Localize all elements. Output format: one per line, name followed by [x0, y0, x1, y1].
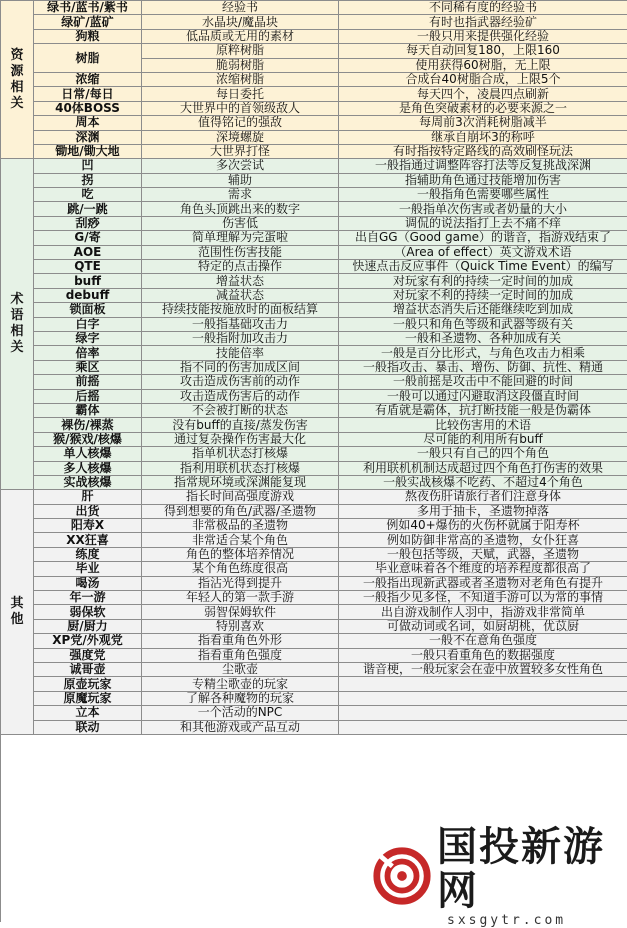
term-cell: 日常/每日 [34, 87, 142, 101]
term-cell: 浓缩 [34, 73, 142, 87]
term-cell: 喝汤 [34, 577, 142, 591]
note-cell: 合成台40树脂合成，上限5个 [339, 73, 627, 87]
note-cell: 快速点击反应事件（Quick Time Event）的编写 [339, 260, 627, 274]
term-cell: debuff [34, 289, 142, 303]
meaning-cell: 指长时间高强度游戏 [142, 490, 339, 504]
term-cell: 弱保软 [34, 605, 142, 619]
meaning-cell: 角色的整体培养情况 [142, 548, 339, 562]
meaning-cell: 范围性伤害技能 [142, 246, 339, 260]
meaning-cell: 指看重角色外形 [142, 634, 339, 648]
meaning-cell: 特别喜欢 [142, 620, 339, 634]
category-label-resources: 资源相关 [1, 1, 34, 159]
category-label-other: 其他 [1, 490, 34, 735]
note-cell: 例如防御非常高的圣遗物，女仆狂喜 [339, 533, 627, 547]
meaning-cell: 专精尘歌壶的玩家 [142, 677, 339, 691]
note-cell: 有盾就是霸体，抗打断技能一般是伪霸体 [339, 404, 627, 418]
note-cell: 有时指按特定路线的高效刷怪玩法 [339, 145, 627, 159]
note-cell: 一般指少见多怪，不知道手游可以为常的事情 [339, 591, 627, 605]
note-cell: 可做动词或名词，如厨胡桃，优苡厨 [339, 620, 627, 634]
term-cell: 联动 [34, 721, 142, 735]
term-cell: 毕业 [34, 562, 142, 576]
meaning-cell: 年轻人的第一款手游 [142, 591, 339, 605]
meaning-cell: 增益状态 [142, 274, 339, 288]
term-cell: 阳寿X [34, 519, 142, 533]
meaning-cell: 辅助 [142, 174, 339, 188]
meaning-cell: 一个活动的NPC [142, 706, 339, 720]
note-cell: 出自GG（Good game）的谐音，指游戏结束了 [339, 231, 627, 245]
note-cell: 一般指单次伤害或者奶量的大小 [339, 202, 627, 216]
note-cell: 对玩家不利的持续一定时间的加成 [339, 289, 627, 303]
term-cell: 立本 [34, 706, 142, 720]
meaning-cell: 和其他游戏或产品互动 [142, 721, 339, 735]
note-cell: 一般和圣遗物、各种加成有关 [339, 332, 627, 346]
term-cell: 白字 [34, 318, 142, 332]
meaning-cell: 指沾光得到提升 [142, 577, 339, 591]
term-cell: G/寄 [34, 231, 142, 245]
meaning-cell: 尘歌壶 [142, 663, 339, 677]
meaning-cell: 不会被打断的状态 [142, 404, 339, 418]
meaning-cell: 技能倍率 [142, 346, 339, 360]
watermark-brand: 国投新游网 [437, 823, 605, 914]
meaning-cell: 指单机状态打核爆 [142, 447, 339, 461]
meaning-cell: 指看重角色强度 [142, 649, 339, 663]
note-cell: 一般是百分比形式，与角色攻击力相乘 [339, 346, 627, 360]
term-cell: 跳/一跳 [34, 202, 142, 216]
note-cell: 一般可以通过闪避取消这段僵直时间 [339, 390, 627, 404]
note-cell: 每周前3次消耗树脂减半 [339, 116, 627, 130]
term-cell: 锄地/锄大地 [34, 145, 142, 159]
term-cell: 肝 [34, 490, 142, 504]
meaning-cell: 通过复杂操作伤害最大化 [142, 433, 339, 447]
note-cell [339, 677, 627, 691]
note-cell: 一般指通过调整阵容打法等反复挑战深渊 [339, 159, 627, 173]
meaning-cell: 一般指附加攻击力 [142, 332, 339, 346]
term-cell: 刮痧 [34, 217, 142, 231]
meaning-cell: 某个角色练度很高 [142, 562, 339, 576]
meaning-cell: 原粹树脂 [142, 44, 339, 58]
term-cell: 乘区 [34, 361, 142, 375]
meaning-cell: 需求 [142, 188, 339, 202]
note-cell: （Area of effect）英文游戏术语 [339, 246, 627, 260]
meaning-cell: 特定的点击操作 [142, 260, 339, 274]
note-cell: 熬夜伤肝请旅行者们注意身体 [339, 490, 627, 504]
meaning-cell: 非常极品的圣遗物 [142, 519, 339, 533]
term-cell: 练度 [34, 548, 142, 562]
note-cell [339, 692, 627, 706]
term-cell: 原壶玩家 [34, 677, 142, 691]
term-cell: 猴/猴戏/核爆 [34, 433, 142, 447]
meaning-cell: 攻击造成伤害后的动作 [142, 390, 339, 404]
note-cell: 每天四个，凌晨四点刷新 [339, 87, 627, 101]
term-cell: 绿书/蓝书/紫书 [34, 1, 142, 15]
term-cell: 厨/厨力 [34, 620, 142, 634]
term-cell: 单人核爆 [34, 447, 142, 461]
note-cell: 尽可能的利用所有buff [339, 433, 627, 447]
meaning-cell: 指利用联机状态打核爆 [142, 462, 339, 476]
term-cell: AOE [34, 246, 142, 260]
meaning-cell: 得到想要的角色/武器/圣遗物 [142, 505, 339, 519]
meaning-cell: 大世界打怪 [142, 145, 339, 159]
meaning-cell: 角色头顶跳出来的数字 [142, 202, 339, 216]
note-cell: 一般指出现新武器或者圣遗物对老角色有提升 [339, 577, 627, 591]
note-cell: 一般实战核爆不吃药、不超过4个角色 [339, 476, 627, 490]
note-cell: 例如40+爆伤的火伤杯就属于阳寿杯 [339, 519, 627, 533]
category-label-slang: 术语相关 [1, 159, 34, 490]
meaning-cell: 深境螺旋 [142, 131, 339, 145]
term-cell: 霸体 [34, 404, 142, 418]
term-cell: 诚哥壶 [34, 663, 142, 677]
meaning-cell: 经验书 [142, 1, 339, 15]
note-cell: 一般只和角色等级和武器等级有关 [339, 318, 627, 332]
meaning-cell: 值得铭记的强敌 [142, 116, 339, 130]
note-cell: 一般不在意角色强度 [339, 634, 627, 648]
meaning-cell: 一般指基础攻击力 [142, 318, 339, 332]
note-cell: 毕业意味着各个维度的培养程度都很高了 [339, 562, 627, 576]
meaning-cell: 没有buff的直接/蒸发伤害 [142, 418, 339, 432]
note-cell: 每天自动回复180，上限160 [339, 44, 627, 58]
term-cell: 强度党 [34, 649, 142, 663]
note-cell: 对玩家有利的持续一定时间的加成 [339, 274, 627, 288]
note-cell: 指辅助角色通过技能增加伤害 [339, 174, 627, 188]
term-cell: buff [34, 274, 142, 288]
logo-icon [371, 845, 433, 907]
note-cell: 利用联机机制达成超过四个角色打伤害的效果 [339, 462, 627, 476]
note-cell: 增益状态消失后还能继续吃到加成 [339, 303, 627, 317]
term-cell: 拐 [34, 174, 142, 188]
meaning-cell: 每日委托 [142, 87, 339, 101]
note-cell: 多用于抽卡，圣遗物掉落 [339, 505, 627, 519]
term-cell: 原魔玩家 [34, 692, 142, 706]
note-cell: 调侃的说法指打上去不痛不痒 [339, 217, 627, 231]
term-cell: 后摇 [34, 390, 142, 404]
term-cell: 深渊 [34, 131, 142, 145]
term-cell: 周本 [34, 116, 142, 130]
note-cell: 一般只有自己的四个角色 [339, 447, 627, 461]
note-cell: 是角色突破素材的必要来源之一 [339, 102, 627, 116]
note-cell: 一般前摇是攻击中不能回避的时间 [339, 375, 627, 389]
note-cell [339, 721, 627, 735]
note-cell: 有时也指武器经验矿 [339, 15, 627, 29]
meaning-cell: 多次尝试 [142, 159, 339, 173]
meaning-cell: 水晶块/魔晶块 [142, 15, 339, 29]
note-cell: 一般只看重角色的数据强度 [339, 649, 627, 663]
meaning-cell: 大世界中的首领级敌人 [142, 102, 339, 116]
meaning-cell: 脆弱树脂 [142, 59, 339, 73]
note-cell: 谐音梗，一般玩家会在壶中放置较多女性角色 [339, 663, 627, 677]
term-cell: 实战核爆 [34, 476, 142, 490]
note-cell: 出自游戏制作人羽中，指游戏非常简单 [339, 605, 627, 619]
note-cell [339, 706, 627, 720]
watermark-url: sxsgytr.com [447, 912, 567, 928]
term-cell: 前摇 [34, 375, 142, 389]
term-cell: 狗粮 [34, 30, 142, 44]
term-cell: 绿矿/蓝矿 [34, 15, 142, 29]
meaning-cell: 简单理解为完蛋啦 [142, 231, 339, 245]
term-cell: 倍率 [34, 346, 142, 360]
term-cell: QTE [34, 260, 142, 274]
term-cell: 绿字 [34, 332, 142, 346]
note-cell: 一般指攻击、暴击、增伤、防御、抗性、精通 [339, 361, 627, 375]
term-cell: 树脂 [34, 44, 142, 73]
term-cell: 裸伤/裸蒸 [34, 418, 142, 432]
site-watermark [365, 823, 627, 928]
term-cell: 出货 [34, 505, 142, 519]
meaning-cell: 非常适合某个角色 [142, 533, 339, 547]
term-cell: 吃 [34, 188, 142, 202]
term-cell: 40体BOSS [34, 102, 142, 116]
meaning-cell: 持续技能按施放时的面板结算 [142, 303, 339, 317]
term-cell: 锁面板 [34, 303, 142, 317]
meaning-cell: 了解各种魔物的玩家 [142, 692, 339, 706]
note-cell: 继承自崩坏3的称呼 [339, 131, 627, 145]
note-cell: 不同稀有度的经验书 [339, 1, 627, 15]
term-cell: XP党/外观党 [34, 634, 142, 648]
term-cell: 凹 [34, 159, 142, 173]
meaning-cell: 低品质或无用的素材 [142, 30, 339, 44]
meaning-cell: 伤害低 [142, 217, 339, 231]
meaning-cell: 指不同的伤害加成区间 [142, 361, 339, 375]
meaning-cell: 指常规环境或深渊能复现 [142, 476, 339, 490]
note-cell: 比较伤害用的术语 [339, 418, 627, 432]
note-cell: 一般指角色需要哪些属性 [339, 188, 627, 202]
meaning-cell: 浓缩树脂 [142, 73, 339, 87]
term-cell: 多人核爆 [34, 462, 142, 476]
note-cell: 一般包括等级，天赋，武器，圣遗物 [339, 548, 627, 562]
meaning-cell: 弱智保姆软件 [142, 605, 339, 619]
note-cell: 一般只用来提供强化经验 [339, 30, 627, 44]
term-cell: XX狂喜 [34, 533, 142, 547]
meaning-cell: 攻击造成伤害前的动作 [142, 375, 339, 389]
meaning-cell: 减益状态 [142, 289, 339, 303]
term-cell: 年一游 [34, 591, 142, 605]
note-cell: 使用获得60树脂，无上限 [339, 59, 627, 73]
